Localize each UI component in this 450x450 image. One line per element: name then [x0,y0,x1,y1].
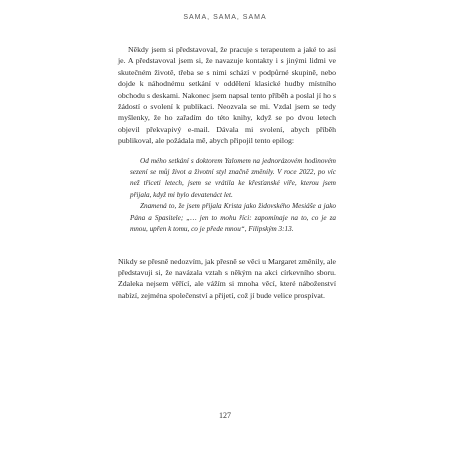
quote-paragraph: Od mého setkání s doktorem Yalomem na jednorázovém hodinovém sezení se můj život a životní styl značně změnily. V roce 2022, po víc než třiceti letech, jsem se vrátila ke křesťanské víře, kterou jsem přijala, když mi bylo devatenáct let. [130,156,336,199]
page-number: 127 [219,411,231,420]
paragraph: Nikdy se přesně nedozvím, jak přesně se věci u Margaret změnily, ale představuji si, že navázala vztah s někým na akci církevního sboru. Zdaleka nejsem věřící, ale vážím si mnoha věcí, které náboženství nabízí, zejména společenství a přijetí, což jí bude velice prospívat. [118,256,336,300]
block-quote [130,156,336,236]
quote-paragraph: Znamená to, že jsem přijala Krista jako židovského Mesiáše a jako Pána a Spasitele; „… jen to mohu říci: zapomínaje na to, co je za mnou, upřen k tomu, co je přede mnou“, Filipským 3:13. [130,202,336,234]
running-head: SAMA, SAMA, SAMA [183,14,267,21]
section-gap [118,245,336,256]
body-text [118,44,336,301]
paragraph: Někdy jsem si představoval, že pracuje s terapeutem a jaké to asi je. A představoval jsem si, že navazuje kontakty i s jinými lidmi ve skutečném životě, třeba se s nimi schází v podpůrné skupině, nebo dojde k náhodnému setkání v oddělení klasické hudby místního obchodu s deskami. Nakonec jsem napsal tento příběh a poslal jí ho s žádostí o svolení k publikaci. Neozvala se mi. Vzdal jsem se tedy myšlenky, že ho zařadím do této knihy, když se po dvou letech objevil překvapivý e-mail. Dávala mi svolení, abych příběh publikoval, ale požádala mě, abych připojil tento epilog: [118,45,336,146]
